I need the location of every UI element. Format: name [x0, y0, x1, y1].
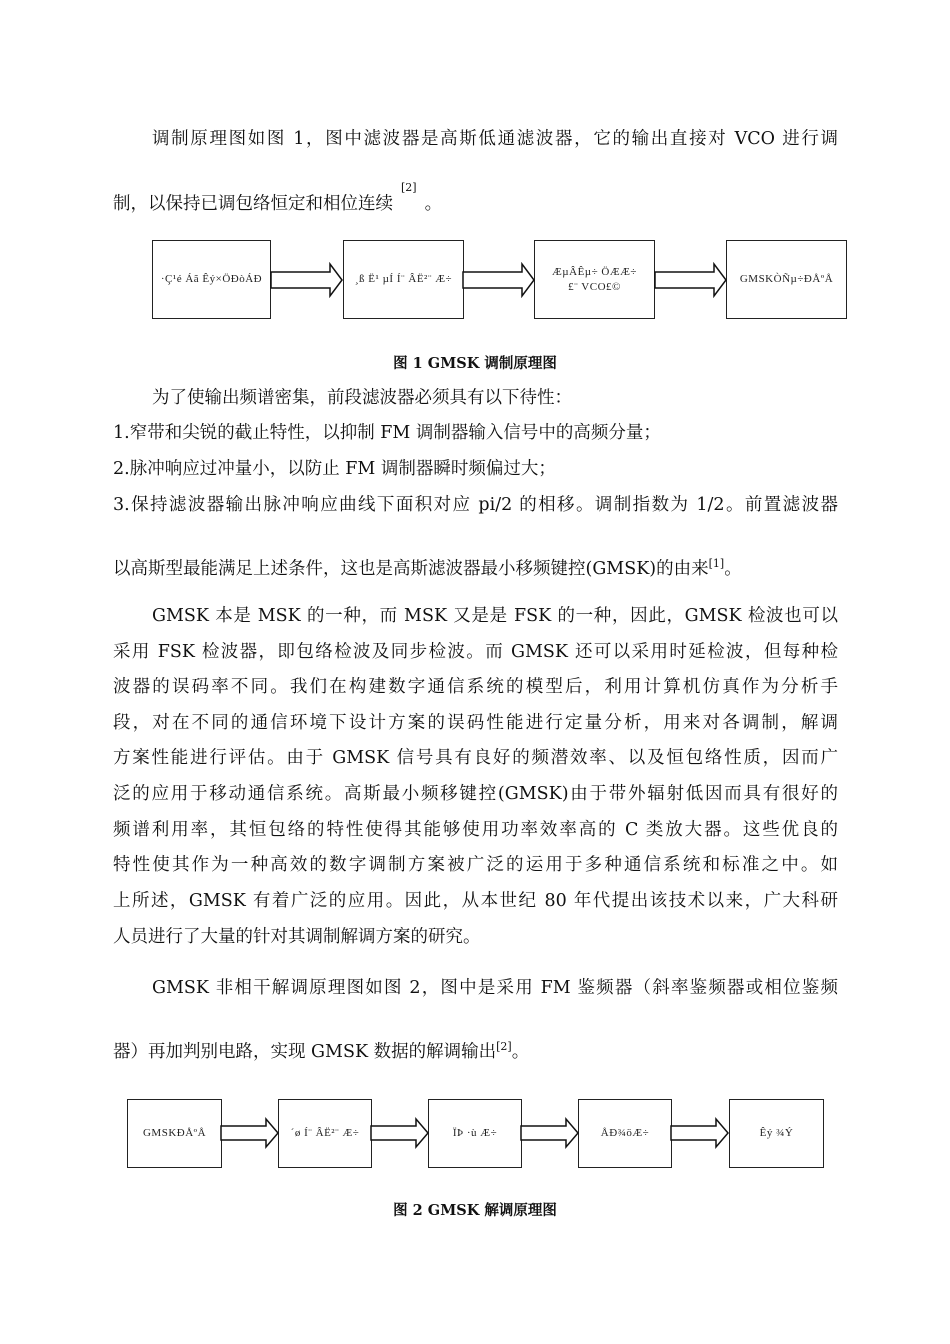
paragraph-line: 特性使其作为一种高效的数字调制方案被广泛的运用于多种通信系统和标准之中。如: [113, 855, 838, 875]
fig2-arrow: [670, 1117, 730, 1149]
paragraph-text: 器）再加判别电路，实现 GMSK 数据的解调输出: [113, 1042, 497, 1062]
fig1-arrow: [270, 262, 344, 298]
fig2-box-gmsk-signal: GMSKÐÅºÅ: [127, 1099, 222, 1168]
paragraph-line: 为了使输出频谱密集，前段滤波器必须具有以下待性：: [152, 388, 572, 408]
paragraph-text: 以高斯型最能满足上述条件，这也是高斯滤波器最小移频键控(GMSK)的由来: [113, 559, 709, 579]
fig1-box-bipolar-sequence: ·Ç¹é Áã Êý×ÖÐòÁÐ: [152, 240, 271, 319]
paragraph-line: 2.脉冲响应过冲量小，以防止 FM 调制器瞬时频偏过大；: [113, 459, 556, 479]
paragraph-line: [113, 1040, 838, 1064]
paragraph-line: [113, 557, 838, 581]
fig1-arrow: [462, 262, 536, 298]
paragraph-text: 。: [511, 1042, 530, 1062]
paragraph-line: 频谱利用率，其恒包络的特性使得其能够使用功率效率高的 C 类放大器。这些优良的: [113, 820, 838, 840]
fig2-box-decision: ÅÐ¾öÆ÷: [578, 1099, 672, 1168]
paragraph-line: 段，对在不同的通信环境下设计方案的误码性能进行定量分析，用来对各调制，解调: [113, 713, 838, 733]
fig2-box-limiter: ÏÞ ·ù Æ÷: [428, 1099, 522, 1168]
paragraph-line: 1.窄带和尖锐的截止特性，以抑制 FM 调制器输入信号中的高频分量；: [113, 423, 661, 443]
fig2-box-data: Êý ¾Ý: [729, 1099, 824, 1168]
paragraph-line: 调制原理图如图 1，图中滤波器是高斯低通滤波器，它的输出直接对 VCO 进行调: [152, 129, 838, 149]
fig2-arrow: [220, 1117, 280, 1149]
paragraph-line: 泛的应用于移动通信系统。高斯最小频移键控(GMSK)由于带外辐射低因而具有很好的: [113, 784, 838, 804]
paragraph-line: [113, 181, 838, 218]
fig1-box-gaussian-filter: ¸ß Ë¹ µÍ Í¨ ÂË²¨ Æ÷: [343, 240, 464, 319]
fig2-arrow: [520, 1117, 580, 1149]
paragraph-text: 制，以保持已调包络恒定和相位连续: [113, 194, 393, 214]
paragraph-text: 。: [724, 559, 742, 579]
paragraph-text: 。: [424, 194, 443, 214]
fig1-box-vco-modulator: ÆµÂÊµ÷ ÖÆÆ÷ £¨ VCO£©: [534, 240, 655, 319]
figure1-caption: 图 1 GMSK 调制原理图: [393, 355, 557, 372]
paragraph-line: 采用 FSK 检波器，即包络检波及同步检波。而 GMSK 还可以采用时延检波，但每种检: [113, 642, 838, 662]
fig1-arrow: [654, 262, 728, 298]
paragraph-line: GMSK 非相干解调原理图如图 2，图中是采用 FM 鉴频器（斜率鉴频器或相位鉴频: [152, 978, 838, 998]
citation-ref: [2]: [401, 181, 417, 194]
paragraph-line: 人员进行了大量的针对其调制解调方案的研究。: [113, 927, 481, 947]
paragraph-line: 3.保持滤波器输出脉冲响应曲线下面积对应 pi/2 的相移。调制指数为 1/2。前置滤波器: [113, 495, 838, 515]
paragraph-line: 波器的误码率不同。我们在构建数字通信系统的模型后，利用计算机仿真作为分析手: [113, 677, 838, 697]
citation-ref: [2]: [496, 1040, 512, 1054]
paragraph-line: 上所述，GMSK 有着广泛的应用。因此，从本世纪 80 年代提出该技术以来，广大科研: [113, 891, 838, 911]
citation-ref: [1]: [708, 557, 725, 571]
figure2-caption: 图 2 GMSK 解调原理图: [393, 1202, 557, 1219]
fig1-box-gmsk-output: GMSKÒÑµ÷ÐÅºÅ: [726, 240, 847, 319]
paragraph-line: GMSK 本是 MSK 的一种，而 MSK 又是是 FSK 的一种，因此，GMSK 检波也可以: [152, 606, 838, 626]
fig2-arrow: [370, 1117, 430, 1149]
paragraph-line: 方案性能进行评估。由于 GMSK 信号具有良好的频潜效率、以及恒包络性质，因而广: [113, 748, 838, 768]
fig2-box-bandpass-filter: ´ø Í¨ ÂË²¨ Æ÷: [278, 1099, 372, 1168]
